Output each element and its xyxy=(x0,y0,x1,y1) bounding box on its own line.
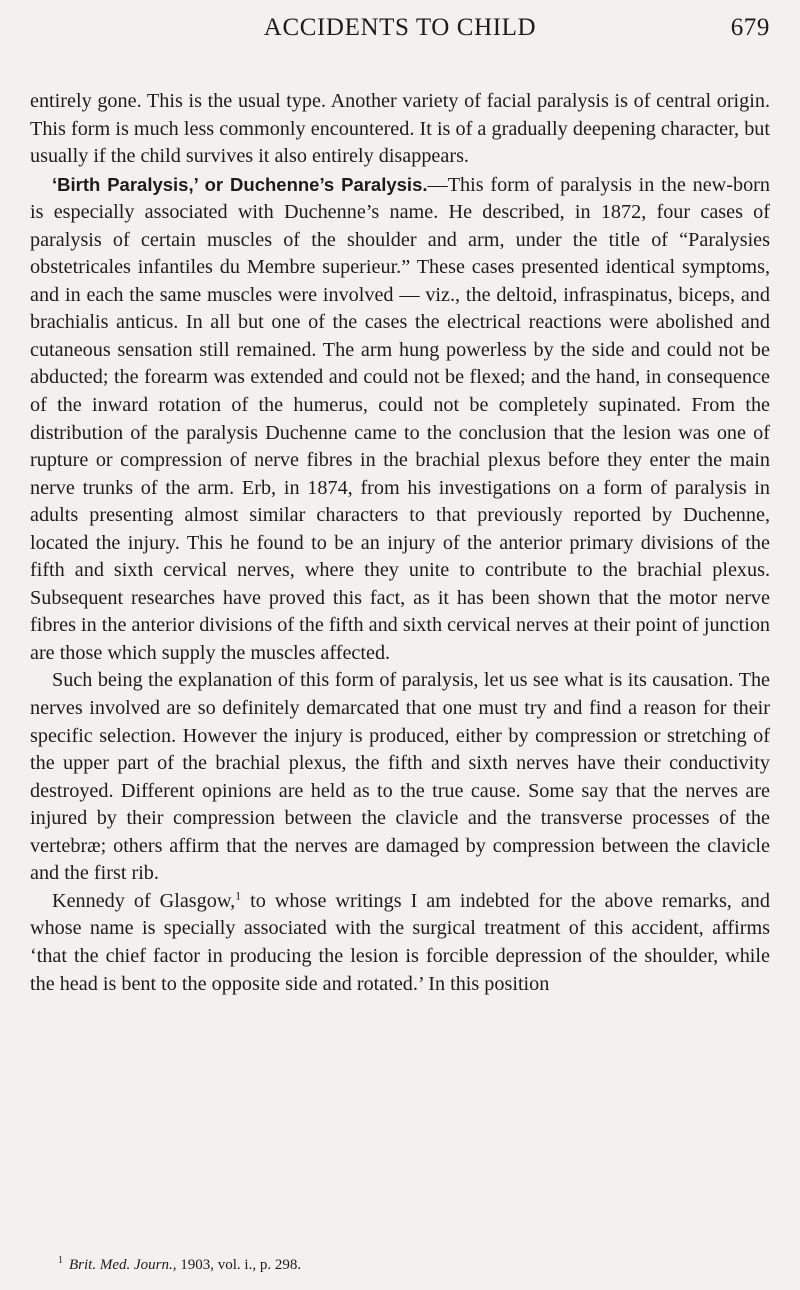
paragraph-continuation xyxy=(30,88,770,171)
paragraph-text: —This form of paralysis in the new-born is especially associated with Duchenne’s name. He described, in 1872, four cases of paralysis of certain muscles of the shoulder and arm, under the title of “Paralysies obstetricales infantiles du Membre superieur.” These cases presented identical symptoms, and in each the same muscles were involved — viz., the deltoid, infraspinatus, biceps, and brachialis anticus. In all but one of the cases the electrical reactions were abolished and cutaneous sensation still remained. The arm hung powerless by the side and could not be abducted; the forearm was extended and could not be flexed; and the hand, in consequence of the inward rotation of the humerus, could not be completely supinated. From the distribution of the paralysis Duchenne came to the conclusion that the lesion was one of rupture or compression of nerve fibres in the brachial plexus before they enter the main nerve trunks of the arm. Erb, in 1874, from his investigations on a form of paralysis in adults presenting almost similar characters to that previously reported by Duchenne, located the injury. This he found to be an injury of the anterior primary divisions of the fifth and sixth cervical nerves, where they unite to contribute to the brachial plexus. Subsequent researches have proved this fact, as it has been shown that the motor nerve fibres in the anterior divisions of the fifth and sixth cervical nerves at their point of junction are those which supply the muscles affected. xyxy=(30,173,771,664)
paragraph-text: entirely gone. This is the usual type. Another variety of facial paralysis is of central origin. This form is much less commonly encountered. It is of a gradually deepening character, but usually if the child survives it also entirely disappears. xyxy=(30,90,770,168)
body-text xyxy=(30,88,770,998)
running-head-title: ACCIDENTS TO CHILD xyxy=(263,14,537,41)
section-heading: ‘Birth Paralysis,’ or Duchenne’s Paralysis. xyxy=(52,173,428,195)
paragraph-text: Such being the explanation of this form of paralysis, let us see what is its causation. The nerves involved are so definitely demarcated that one must try and find a reason for their specific selection. However the injury is produced, either by compression or stretching of the upper part of the brachial plexus, the fifth and sixth nerves have their conductivity destroyed. Different opinions are held as to the true cause. Some say that the nerves are injured by their compression between the clavicle and the transverse processes of the vertebræ; others affirm that the nerves are damaged by compression between the clavicle and the first rib. xyxy=(30,669,770,885)
footnote-journal: Brit. Med. Journ. xyxy=(69,1257,173,1273)
footnote-number: 1 xyxy=(58,1255,63,1266)
paragraph-kennedy xyxy=(30,888,770,998)
footnote-citation: , 1903, vol. i., p. 298. xyxy=(172,1257,302,1273)
running-head xyxy=(30,14,770,44)
footnote xyxy=(30,1256,770,1274)
paragraph-text: Kennedy of Glasgow, xyxy=(52,889,236,912)
paragraph-causation xyxy=(30,667,770,887)
paragraph-text: to whose writings I am indebted for the above remarks, and whose name is specially associated with the surgical treatment of this accident, affirms ‘that the chief factor in producing the lesion is forcible depression of the shoulder, while the head is bent to the opposite side and rotated.’ In this position xyxy=(30,889,770,995)
page-number: 679 xyxy=(730,14,770,41)
paragraph-birth-paralysis xyxy=(30,171,770,668)
footnote-reference[interactable]: 1 xyxy=(235,888,242,903)
